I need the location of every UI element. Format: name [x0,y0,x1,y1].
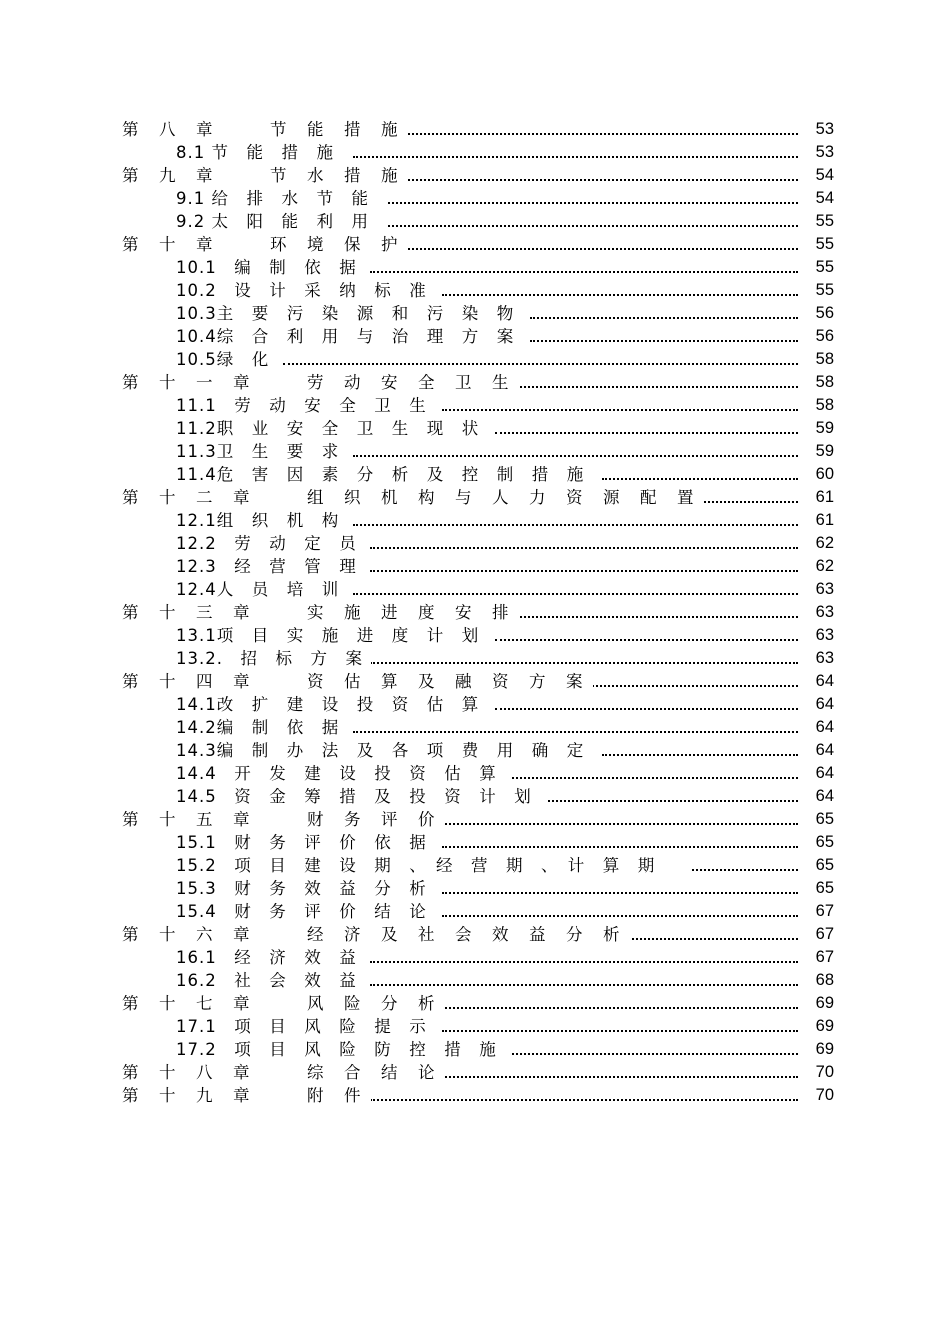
toc-section-entry[interactable] [0,509,950,532]
dot-leader [353,593,798,595]
toc-entry-title: 15.1 财 务 评 价 依 据 [176,831,435,854]
toc-page-number: 55 [815,235,834,253]
dot-leader [512,1053,798,1055]
toc-entry-title: 第 十 章 环 境 保 护 [122,233,408,256]
toc-chapter-entry[interactable] [0,1084,950,1107]
toc-page-number: 58 [815,350,834,368]
toc-entry-title: 第 八 章 节 能 措 施 [122,118,408,141]
toc-section-entry[interactable] [0,946,950,969]
toc-entry-title: 10.1 编 制 依 据 [176,256,365,279]
toc-entry-title: 第 十 九 章 附 件 [122,1084,371,1107]
dot-leader [388,225,798,227]
toc-page-number: 70 [815,1086,834,1104]
toc-section-entry[interactable] [0,969,950,992]
dot-leader [548,800,798,802]
dot-leader [388,202,798,204]
toc-page-number: 63 [815,603,834,621]
toc-page-number: 64 [815,787,834,805]
toc-entry-title: 12.3 经 营 管 理 [176,555,365,578]
toc-section-entry[interactable] [0,1015,950,1038]
toc-entry-title: 8.1 节 能 措 施 [176,141,342,164]
toc-section-entry[interactable] [0,739,950,762]
toc-entry-title: 14.1改 扩 建 设 投 资 估 算 [176,693,487,716]
toc-page-number: 63 [815,626,834,644]
dot-leader [512,386,798,388]
dot-leader [584,685,798,687]
dot-leader [370,961,798,963]
toc-page-number: 58 [815,373,834,391]
toc-entry-title: 第 十 一 章 劳 动 安 全 卫 生 [122,371,519,394]
toc-section-entry[interactable] [0,877,950,900]
toc-page-number: 67 [815,948,834,966]
dot-leader [442,1030,798,1032]
toc-page-number: 65 [815,879,834,897]
toc-entry-title: 13.2. 招 标 方 案 [176,647,371,670]
table-of-contents [0,118,950,1107]
toc-entry-title: 13.1项 目 实 施 进 度 计 划 [176,624,487,647]
toc-page-number: 68 [815,971,834,989]
toc-entry-title: 第 九 章 节 水 措 施 [122,164,408,187]
toc-entry-title: 10.2 设 计 采 纳 标 准 [176,279,435,302]
dot-leader [512,777,798,779]
toc-page-number: 56 [815,304,834,322]
toc-page-number: 61 [815,511,834,529]
dot-leader [370,984,798,986]
toc-chapter-entry[interactable] [0,164,950,187]
dot-leader [353,731,798,733]
toc-entry-title: 第 十 八 章 综 合 结 论 [122,1061,445,1084]
toc-entry-title: 第 十 七 章 风 险 分 析 [122,992,445,1015]
toc-section-entry[interactable] [0,716,950,739]
toc-page-number: 64 [815,764,834,782]
toc-entry-title: 14.4 开 发 建 设 投 资 估 算 [176,762,505,785]
toc-page-number: 65 [815,810,834,828]
toc-section-entry[interactable] [0,762,950,785]
toc-page-number: 64 [815,672,834,690]
toc-entry-title: 第 十 五 章 财 务 评 价 [122,808,445,831]
toc-page-number: 62 [815,557,834,575]
toc-page-number: 63 [815,580,834,598]
dot-leader [353,156,798,158]
toc-page-number: 59 [815,442,834,460]
toc-entry-title: 10.5绿 化 [176,348,277,371]
toc-page-number: 69 [815,1040,834,1058]
toc-section-entry[interactable] [0,440,950,463]
toc-chapter-entry[interactable] [0,1061,950,1084]
toc-entry-title: 11.1 劳 动 安 全 卫 生 [176,394,435,417]
toc-section-entry[interactable] [0,1038,950,1061]
toc-page-number: 65 [815,833,834,851]
toc-section-entry[interactable] [0,693,950,716]
toc-section-entry[interactable] [0,302,950,325]
toc-page-number: 61 [815,488,834,506]
toc-section-entry[interactable] [0,394,950,417]
toc-page-number: 53 [815,120,834,138]
toc-page-number: 64 [815,695,834,713]
toc-section-entry[interactable] [0,463,950,486]
dot-leader [442,892,798,894]
toc-entry-title: 15.4 财 务 评 价 结 论 [176,900,435,923]
toc-entry-title: 14.2编 制 依 据 [176,716,347,739]
dot-leader [602,478,798,480]
dot-leader [530,340,798,342]
toc-entry-title: 12.1组 织 机 构 [176,509,347,532]
toc-section-entry[interactable] [0,210,950,233]
toc-section-entry[interactable] [0,831,950,854]
toc-page-number: 67 [815,925,834,943]
toc-section-entry[interactable] [0,348,950,371]
toc-entry-title: 9.2 太 阳 能 利 用 [176,210,377,233]
toc-entry-title: 10.3主 要 污 染 源 和 污 染 物 [176,302,522,325]
toc-page-number: 55 [815,281,834,299]
toc-entry-title: 9.1 给 排 水 节 能 [176,187,377,210]
toc-section-entry[interactable] [0,256,950,279]
toc-entry-title: 17.1 项 目 风 险 提 示 [176,1015,435,1038]
toc-section-entry[interactable] [0,532,950,555]
dot-leader [512,616,798,618]
dot-leader [602,754,798,756]
dot-leader [442,294,798,296]
toc-entry-title: 第 十 六 章 经 济 及 社 会 效 益 分 析 [122,923,630,946]
toc-page-number: 53 [815,143,834,161]
toc-chapter-entry[interactable] [0,118,950,141]
toc-section-entry[interactable] [0,900,950,923]
toc-entry-title: 第 十 四 章 资 估 算 及 融 资 方 案 [122,670,593,693]
dot-leader [620,938,798,940]
toc-section-entry[interactable] [0,555,950,578]
dot-leader [370,547,798,549]
toc-page-number: 65 [815,856,834,874]
toc-page-number: 69 [815,1017,834,1035]
dot-leader [495,639,798,641]
dot-leader [370,570,798,572]
toc-entry-title: 14.5 资 金 筹 措 及 投 资 计 划 [176,785,540,808]
toc-entry-title: 16.2 社 会 效 益 [176,969,365,992]
toc-entry-title: 11.3卫 生 要 求 [176,440,347,463]
toc-entry-title: 15.3 财 务 效 益 分 析 [176,877,435,900]
toc-section-entry[interactable] [0,624,950,647]
dot-leader [495,432,798,434]
toc-entry-title: 第 十 三 章 实 施 进 度 安 排 [122,601,519,624]
toc-section-entry[interactable] [0,578,950,601]
toc-entry-title: 16.1 经 济 效 益 [176,946,365,969]
toc-section-entry[interactable] [0,187,950,210]
toc-section-entry[interactable] [0,325,950,348]
dot-leader [353,524,798,526]
toc-page-number: 54 [815,189,834,207]
toc-chapter-entry[interactable] [0,670,950,693]
dot-leader [283,363,798,365]
toc-page-number: 67 [815,902,834,920]
dot-leader [692,869,798,871]
toc-page-number: 59 [815,419,834,437]
toc-section-entry[interactable] [0,279,950,302]
dot-leader [370,662,798,664]
toc-chapter-entry[interactable] [0,486,950,509]
toc-entry-title: 12.4人 员 培 训 [176,578,347,601]
toc-section-entry[interactable] [0,647,950,670]
dot-leader [353,455,798,457]
toc-page-number: 58 [815,396,834,414]
toc-chapter-entry[interactable] [0,371,950,394]
toc-entry-title: 10.4综 合 利 用 与 治 理 方 案 [176,325,522,348]
dot-leader [530,317,798,319]
toc-chapter-entry[interactable] [0,808,950,831]
dot-leader [405,248,798,250]
toc-page-number: 56 [815,327,834,345]
dot-leader [442,409,798,411]
dot-leader [692,501,798,503]
toc-section-entry[interactable] [0,854,950,877]
toc-page-number: 55 [815,258,834,276]
toc-page-number: 62 [815,534,834,552]
toc-entry-title: 17.2 项 目 风 险 防 控 措 施 [176,1038,505,1061]
dot-leader [370,271,798,273]
toc-entry-title: 第 十 二 章 组 织 机 构 与 人 力 资 源 配 置 [122,486,704,509]
dot-leader [495,708,798,710]
toc-entry-title: 14.3编 制 办 法 及 各 项 费 用 确 定 [176,739,592,762]
toc-section-entry[interactable] [0,141,950,164]
toc-page-number: 64 [815,741,834,759]
toc-section-entry[interactable] [0,785,950,808]
dot-leader [442,1007,798,1009]
toc-page-number: 69 [815,994,834,1012]
dot-leader [442,915,798,917]
toc-page-number: 70 [815,1063,834,1081]
toc-chapter-entry[interactable] [0,233,950,256]
dot-leader [442,1076,798,1078]
toc-page-number: 63 [815,649,834,667]
toc-entry-title: 11.4危 害 因 素 分 析 及 控 制 措 施 [176,463,592,486]
dot-leader [405,179,798,181]
toc-entry-title: 12.2 劳 动 定 员 [176,532,365,555]
toc-page-number: 55 [815,212,834,230]
toc-chapter-entry[interactable] [0,992,950,1015]
toc-chapter-entry[interactable] [0,923,950,946]
toc-entry-title: 15.2 项 目 建 设 期 、 经 营 期 、 计 算 期 [176,854,663,877]
dot-leader [370,1099,798,1101]
toc-page-number: 64 [815,718,834,736]
toc-section-entry[interactable] [0,417,950,440]
dot-leader [405,133,798,135]
toc-chapter-entry[interactable] [0,601,950,624]
dot-leader [442,823,798,825]
toc-entry-title: 11.2职 业 安 全 卫 生 现 状 [176,417,487,440]
toc-page-number: 60 [815,465,834,483]
dot-leader [442,846,798,848]
toc-page-number: 54 [815,166,834,184]
